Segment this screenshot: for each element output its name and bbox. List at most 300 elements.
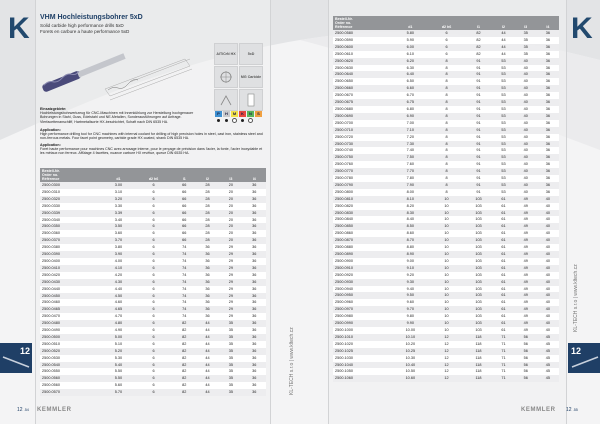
table-cell: 44 bbox=[196, 327, 219, 334]
table-cell: 61 bbox=[492, 210, 514, 217]
table-cell: 5.80 bbox=[392, 30, 428, 37]
table-cell: 91 bbox=[465, 85, 493, 92]
table-cell: 8 bbox=[429, 92, 465, 99]
table-cell: 10 bbox=[429, 272, 465, 279]
order-number-cell: 2500.0710 bbox=[333, 127, 392, 134]
table-cell: 36 bbox=[196, 244, 219, 251]
table-cell: 91 bbox=[465, 175, 493, 182]
table-cell: 82 bbox=[173, 348, 196, 355]
table-cell: 36 bbox=[243, 230, 266, 237]
table-cell: 6 bbox=[135, 258, 173, 265]
table-cell: 44 bbox=[492, 51, 514, 58]
table-cell: 29 bbox=[219, 306, 242, 313]
table-cell: 7.40 bbox=[392, 147, 428, 154]
table-cell: 6 bbox=[135, 251, 173, 258]
table-cell: 103 bbox=[465, 210, 493, 217]
table-cell: 56 bbox=[515, 341, 537, 348]
table-cell: 8.80 bbox=[392, 244, 428, 251]
table-cell: 61 bbox=[492, 203, 514, 210]
table-cell: 29 bbox=[219, 272, 242, 279]
table-cell: 74 bbox=[173, 313, 196, 320]
table-cell: 29 bbox=[219, 299, 242, 306]
table-cell: 36 bbox=[537, 134, 559, 141]
table-cell: 118 bbox=[465, 355, 493, 362]
table-row bbox=[333, 65, 559, 72]
table-cell: 6 bbox=[135, 293, 173, 300]
table-cell: 74 bbox=[173, 265, 196, 272]
table-cell: 91 bbox=[465, 161, 493, 168]
table-cell: 7.70 bbox=[392, 168, 428, 175]
order-number-cell: 2500.0420 bbox=[40, 272, 102, 279]
table-cell: 74 bbox=[173, 244, 196, 251]
table-cell: 35 bbox=[515, 37, 537, 44]
order-number-cell: 2500.0970 bbox=[333, 306, 392, 313]
table-cell: 74 bbox=[173, 258, 196, 265]
table-cell: 10 bbox=[429, 258, 465, 265]
table-cell: 4.40 bbox=[102, 286, 134, 293]
order-number-cell: 2500.0440 bbox=[40, 286, 102, 293]
table-cell: 40 bbox=[537, 196, 559, 203]
table-cell: 40 bbox=[515, 161, 537, 168]
table-cell: 71 bbox=[492, 375, 514, 382]
table-cell: 6 bbox=[135, 237, 173, 244]
table-row bbox=[333, 58, 559, 65]
rating-s bbox=[255, 118, 262, 123]
table-cell: 12 bbox=[429, 355, 465, 362]
table-cell: 7.60 bbox=[392, 161, 428, 168]
rating-h bbox=[223, 118, 230, 123]
table-row bbox=[333, 113, 559, 120]
table-cell: 10 bbox=[429, 237, 465, 244]
table-cell: 9.60 bbox=[392, 299, 428, 306]
table-cell: 82 bbox=[465, 51, 493, 58]
table-cell: 9.50 bbox=[392, 292, 428, 299]
table-cell: 9.90 bbox=[392, 320, 428, 327]
table-cell: 36 bbox=[243, 375, 266, 382]
table-cell: 36 bbox=[196, 258, 219, 265]
order-number-cell: 2500.0920 bbox=[333, 272, 392, 279]
table-cell: 6.70 bbox=[392, 92, 428, 99]
table-cell: 40 bbox=[537, 251, 559, 258]
table-row bbox=[333, 216, 559, 223]
drill-technical-drawing bbox=[105, 59, 192, 100]
order-number-cell: 2500.0490 bbox=[40, 327, 102, 334]
table-cell: 36 bbox=[243, 320, 266, 327]
table-cell: 40 bbox=[537, 279, 559, 286]
order-number-cell: 2500.0640 bbox=[333, 71, 392, 78]
order-number-cell: 2500.0570 bbox=[40, 389, 102, 396]
table-cell: 10 bbox=[429, 286, 465, 293]
table-row bbox=[333, 230, 559, 237]
table-cell: 45 bbox=[537, 341, 559, 348]
table-cell: 35 bbox=[219, 362, 242, 369]
order-number-cell: 2500.0820 bbox=[333, 203, 392, 210]
table-cell: 49 bbox=[515, 292, 537, 299]
order-number-cell: 2500.0350 bbox=[40, 223, 102, 230]
table-row bbox=[333, 147, 559, 154]
table-cell: 3.50 bbox=[102, 223, 134, 230]
order-number-cell: 2500.0790 bbox=[333, 182, 392, 189]
table-cell: 8.00 bbox=[392, 189, 428, 196]
table-cell: 6.80 bbox=[392, 106, 428, 113]
table-cell: 118 bbox=[465, 348, 493, 355]
table-row bbox=[333, 120, 559, 127]
table-cell: 40 bbox=[537, 327, 559, 334]
crosshair-icon bbox=[219, 70, 233, 84]
table-row bbox=[333, 44, 559, 51]
table-row bbox=[333, 189, 559, 196]
column-header: l4 bbox=[243, 168, 266, 182]
table-cell: 44 bbox=[196, 320, 219, 327]
table-cell: 103 bbox=[465, 196, 493, 203]
table-row bbox=[333, 341, 559, 348]
table-cell: 36 bbox=[537, 106, 559, 113]
table-cell: 53 bbox=[492, 106, 514, 113]
table-cell: 40 bbox=[515, 71, 537, 78]
table-cell: 91 bbox=[465, 120, 493, 127]
table-cell: 61 bbox=[492, 216, 514, 223]
table-cell: 82 bbox=[173, 355, 196, 362]
table-row bbox=[333, 244, 559, 251]
table-cell: 6 bbox=[135, 272, 173, 279]
table-cell: 10 bbox=[429, 223, 465, 230]
table-cell: 103 bbox=[465, 244, 493, 251]
product-title: VHM Hochleistungsbohrer 5xD bbox=[40, 14, 143, 21]
table-cell: 40 bbox=[537, 306, 559, 313]
right-spec-table bbox=[333, 16, 559, 382]
table-cell: 6 bbox=[135, 355, 173, 362]
table-row bbox=[40, 327, 266, 334]
table-cell: 71 bbox=[492, 341, 514, 348]
table-cell: 7.50 bbox=[392, 154, 428, 161]
table-cell: 36 bbox=[243, 189, 266, 196]
table-cell: 71 bbox=[492, 368, 514, 375]
table-cell: 36 bbox=[243, 182, 266, 189]
left-spec-table bbox=[40, 168, 266, 396]
table-cell: 6.40 bbox=[392, 71, 428, 78]
description-en: Application: High performance drilling tool for CNC machines with internal coolant for drilling of high precision holes in steel, cast iron, stainless steel and non-ferrous metals. Four facet point geometry, carbide grade HX coated, shank DIN 6535 HA. bbox=[40, 128, 263, 141]
table-cell: 36 bbox=[537, 168, 559, 175]
table-cell: 44 bbox=[196, 375, 219, 382]
order-number-cell: 2500.0320 bbox=[40, 196, 102, 203]
table-row bbox=[333, 355, 559, 362]
table-row bbox=[40, 313, 266, 320]
table-cell: 28 bbox=[196, 210, 219, 217]
table-cell: 103 bbox=[465, 279, 493, 286]
brand-k-logo: K bbox=[8, 12, 30, 45]
table-cell: 28 bbox=[196, 230, 219, 237]
table-cell: 10.25 bbox=[392, 348, 428, 355]
table-cell: 49 bbox=[515, 306, 537, 313]
table-cell: 118 bbox=[465, 341, 493, 348]
table-cell: 53 bbox=[492, 141, 514, 148]
table-cell: 44 bbox=[196, 362, 219, 369]
table-cell: 3.60 bbox=[102, 230, 134, 237]
order-number-cell: 2500.1000 bbox=[333, 327, 392, 334]
column-header: d2 h6 bbox=[429, 16, 465, 30]
table-row bbox=[40, 196, 266, 203]
table-cell: 36 bbox=[243, 334, 266, 341]
table-cell: 8 bbox=[429, 147, 465, 154]
table-cell: 66 bbox=[173, 237, 196, 244]
order-number-cell: 2500.0650 bbox=[333, 78, 392, 85]
table-cell: 36 bbox=[243, 258, 266, 265]
column-header: d2 h6 bbox=[135, 168, 173, 182]
table-cell: 103 bbox=[465, 230, 493, 237]
table-cell: 61 bbox=[492, 244, 514, 251]
table-row bbox=[333, 161, 559, 168]
table-cell: 10.60 bbox=[392, 375, 428, 382]
table-cell: 36 bbox=[243, 362, 266, 369]
table-cell: 4.10 bbox=[102, 265, 134, 272]
table-cell: 7.30 bbox=[392, 141, 428, 148]
table-cell: 8.50 bbox=[392, 223, 428, 230]
table-cell: 56 bbox=[515, 334, 537, 341]
table-row bbox=[40, 265, 266, 272]
table-cell: 66 bbox=[173, 210, 196, 217]
table-cell: 36 bbox=[196, 293, 219, 300]
table-cell: 91 bbox=[465, 106, 493, 113]
order-number-cell: 2500.0330 bbox=[40, 203, 102, 210]
table-cell: 5.50 bbox=[102, 375, 134, 382]
order-number-cell: 2500.0620 bbox=[333, 58, 392, 65]
order-number-cell: 2500.0560 bbox=[40, 375, 102, 382]
table-cell: 49 bbox=[515, 237, 537, 244]
table-cell: 3.70 bbox=[102, 237, 134, 244]
table-cell: 82 bbox=[173, 327, 196, 334]
table-cell: 53 bbox=[492, 78, 514, 85]
table-row bbox=[40, 182, 266, 189]
material-n: N bbox=[247, 111, 254, 117]
column-header: l3 bbox=[219, 168, 242, 182]
table-row bbox=[40, 293, 266, 300]
table-cell: 8 bbox=[429, 141, 465, 148]
table-cell: 36 bbox=[243, 251, 266, 258]
table-cell: 6 bbox=[135, 348, 173, 355]
table-cell: 28 bbox=[196, 223, 219, 230]
table-row bbox=[40, 272, 266, 279]
table-row bbox=[333, 71, 559, 78]
table-cell: 5.20 bbox=[102, 348, 134, 355]
table-cell: 103 bbox=[465, 313, 493, 320]
table-cell: 4.80 bbox=[102, 320, 134, 327]
table-cell: 49 bbox=[515, 327, 537, 334]
table-cell: 8 bbox=[429, 71, 465, 78]
table-cell: 91 bbox=[465, 92, 493, 99]
table-cell: 56 bbox=[515, 368, 537, 375]
table-cell: 35 bbox=[219, 368, 242, 375]
table-cell: 53 bbox=[492, 175, 514, 182]
table-cell: 6 bbox=[135, 196, 173, 203]
table-cell: 103 bbox=[465, 216, 493, 223]
table-cell: 44 bbox=[492, 44, 514, 51]
order-number-cell: 2500.0550 bbox=[40, 368, 102, 375]
material-k: K bbox=[239, 111, 246, 117]
rating-m bbox=[231, 118, 238, 123]
table-cell: 49 bbox=[515, 216, 537, 223]
table-cell: 3.30 bbox=[102, 203, 134, 210]
table-cell: 49 bbox=[515, 313, 537, 320]
table-cell: 35 bbox=[219, 320, 242, 327]
table-cell: 35 bbox=[219, 348, 242, 355]
table-cell: 61 bbox=[492, 320, 514, 327]
table-cell: 66 bbox=[173, 203, 196, 210]
table-cell: 103 bbox=[465, 251, 493, 258]
section-tab-12[interactable]: 12 bbox=[568, 343, 600, 373]
table-cell: 28 bbox=[196, 189, 219, 196]
page-number: 12 .55 bbox=[566, 407, 578, 413]
table-cell: 6 bbox=[135, 286, 173, 293]
order-number-cell: 2500.0340 bbox=[40, 217, 102, 224]
table-cell: 8.60 bbox=[392, 230, 428, 237]
table-cell: 44 bbox=[196, 334, 219, 341]
table-row bbox=[333, 375, 559, 382]
table-cell: 8 bbox=[429, 189, 465, 196]
table-cell: 35 bbox=[515, 44, 537, 51]
table-cell: 6.75 bbox=[392, 99, 428, 106]
table-cell: 36 bbox=[537, 182, 559, 189]
table-cell: 44 bbox=[196, 382, 219, 389]
table-cell: 74 bbox=[173, 272, 196, 279]
order-number-cell: 2500.0770 bbox=[333, 168, 392, 175]
table-cell: 82 bbox=[465, 44, 493, 51]
table-cell: 91 bbox=[465, 65, 493, 72]
order-number-cell: 2500.0360 bbox=[40, 230, 102, 237]
material-s: S bbox=[255, 111, 262, 117]
table-cell: 56 bbox=[515, 348, 537, 355]
table-cell: 61 bbox=[492, 279, 514, 286]
table-cell: 53 bbox=[492, 99, 514, 106]
table-cell: 4.60 bbox=[102, 299, 134, 306]
section-tab-12[interactable]: 12 bbox=[0, 343, 32, 373]
table-cell: 36 bbox=[537, 51, 559, 58]
table-row bbox=[40, 251, 266, 258]
table-cell: 40 bbox=[537, 203, 559, 210]
table-cell: 9.20 bbox=[392, 272, 428, 279]
table-cell: 36 bbox=[537, 85, 559, 92]
right-page bbox=[300, 0, 600, 424]
order-number-cell: 2500.0470 bbox=[40, 313, 102, 320]
table-cell: 6 bbox=[135, 313, 173, 320]
order-number-cell: 2500.1050 bbox=[333, 368, 392, 375]
order-number-cell: 2500.0480 bbox=[40, 320, 102, 327]
table-row bbox=[333, 203, 559, 210]
order-number-cell: 2500.0850 bbox=[333, 223, 392, 230]
table-cell: 29 bbox=[219, 279, 242, 286]
table-cell: 44 bbox=[196, 355, 219, 362]
table-cell: 35 bbox=[219, 375, 242, 382]
table-cell: 91 bbox=[465, 147, 493, 154]
table-cell: 49 bbox=[515, 279, 537, 286]
order-number-cell: 2500.1010 bbox=[333, 334, 392, 341]
table-cell: 49 bbox=[515, 196, 537, 203]
table-cell: 103 bbox=[465, 265, 493, 272]
table-cell: 5.30 bbox=[102, 355, 134, 362]
table-cell: 20 bbox=[219, 230, 242, 237]
table-cell: 53 bbox=[492, 58, 514, 65]
table-cell: 29 bbox=[219, 286, 242, 293]
order-number-cell: 2500.0780 bbox=[333, 175, 392, 182]
order-number-cell: 2500.0810 bbox=[333, 196, 392, 203]
table-cell: 61 bbox=[492, 251, 514, 258]
table-cell: 36 bbox=[537, 147, 559, 154]
table-cell: 36 bbox=[243, 355, 266, 362]
table-cell: 40 bbox=[537, 258, 559, 265]
table-cell: 40 bbox=[537, 230, 559, 237]
table-cell: 6 bbox=[135, 265, 173, 272]
table-cell: 6 bbox=[135, 368, 173, 375]
table-cell: 6 bbox=[135, 189, 173, 196]
table-cell: 40 bbox=[515, 134, 537, 141]
table-row bbox=[40, 210, 266, 217]
table-cell: 40 bbox=[515, 120, 537, 127]
table-cell: 6 bbox=[135, 217, 173, 224]
table-cell: 53 bbox=[492, 147, 514, 154]
table-cell: 40 bbox=[515, 78, 537, 85]
table-cell: 74 bbox=[173, 279, 196, 286]
table-cell: 40 bbox=[515, 168, 537, 175]
order-number-cell: 2500.0660 bbox=[333, 85, 392, 92]
order-number-cell: 2500.0860 bbox=[333, 230, 392, 237]
table-cell: 8 bbox=[429, 134, 465, 141]
table-row bbox=[333, 327, 559, 334]
table-cell: 40 bbox=[515, 147, 537, 154]
order-number-cell: 2500.0410 bbox=[40, 265, 102, 272]
table-row bbox=[333, 106, 559, 113]
table-cell: 10 bbox=[429, 299, 465, 306]
table-cell: 53 bbox=[492, 189, 514, 196]
table-cell: 8.90 bbox=[392, 251, 428, 258]
table-cell: 66 bbox=[173, 223, 196, 230]
table-row bbox=[40, 334, 266, 341]
table-cell: 82 bbox=[173, 368, 196, 375]
table-cell: 40 bbox=[537, 265, 559, 272]
order-number-cell: 2500.0690 bbox=[333, 113, 392, 120]
table-row bbox=[40, 382, 266, 389]
table-cell: 10 bbox=[429, 292, 465, 299]
table-cell: 12 bbox=[429, 334, 465, 341]
footer-brand-kemmler: KEMMLER bbox=[521, 407, 556, 413]
table-cell: 36 bbox=[537, 44, 559, 51]
brand-k-logo: K bbox=[571, 12, 593, 45]
material-icon: MG Carbide bbox=[239, 66, 263, 88]
table-row bbox=[40, 230, 266, 237]
table-cell: 8 bbox=[429, 99, 465, 106]
table-row bbox=[333, 175, 559, 182]
table-cell: 8 bbox=[429, 78, 465, 85]
table-cell: 61 bbox=[492, 223, 514, 230]
table-cell: 82 bbox=[173, 362, 196, 369]
table-cell: 82 bbox=[465, 30, 493, 37]
table-cell: 36 bbox=[243, 306, 266, 313]
table-cell: 36 bbox=[243, 217, 266, 224]
table-cell: 49 bbox=[515, 272, 537, 279]
table-cell: 6 bbox=[135, 230, 173, 237]
table-cell: 29 bbox=[219, 313, 242, 320]
table-cell: 53 bbox=[492, 161, 514, 168]
table-row bbox=[333, 51, 559, 58]
table-cell: 20 bbox=[219, 196, 242, 203]
table-cell: 6 bbox=[135, 389, 173, 396]
table-cell: 53 bbox=[492, 71, 514, 78]
order-number-cell: 2500.0339 bbox=[40, 210, 102, 217]
table-cell: 49 bbox=[515, 230, 537, 237]
table-row bbox=[40, 362, 266, 369]
table-cell: 66 bbox=[173, 189, 196, 196]
table-cell: 10 bbox=[429, 230, 465, 237]
table-row bbox=[333, 286, 559, 293]
column-header: d1 bbox=[102, 168, 134, 182]
